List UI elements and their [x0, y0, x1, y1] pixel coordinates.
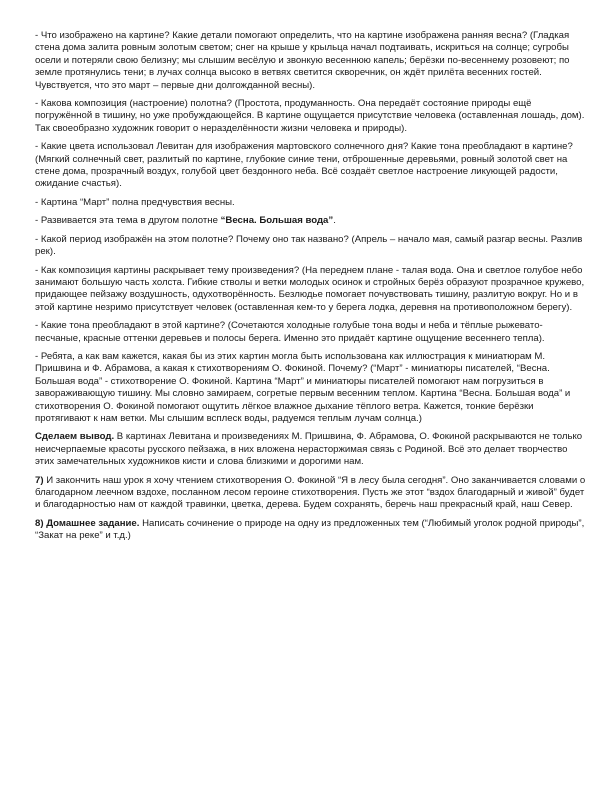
painting-title-bold: “Весна. Большая вода”: [220, 215, 334, 227]
paragraph-tail: .: [333, 215, 336, 227]
paragraph-tones: [35, 320, 588, 345]
paragraph-text: Написать сочинение о природе на одну из предложенных тем (“Любимый уголок родной природы”, “Закат на реке” и т.д.): [35, 517, 585, 542]
paragraph-text: - Картина “Март” полна предчувствия весны.: [35, 196, 235, 208]
paragraph-text: - Развивается эта тема в другом полотне: [35, 215, 221, 227]
paragraph-colors: [35, 141, 588, 191]
paragraph-big-water-theme: [35, 215, 588, 227]
paragraph-text: - Ребята, а как вам кажется, какая бы из этих картин могла быть использована как иллюстрация к миниатюрам М. Пришвина и Ф. Абрамова, а какая к стихотворениям О. Фокиной. Почему? (“Март” - миниатюры писателей, “Весна. Большая вода” - стихотворение О. Фокиной. Картина “Март” и миниатюры писателей помогают нам погрузиться в завораживающую тишину. Мы словно замираем, согретые первым весенним теплом. Картина “Весна. Большая вода” и стихотворения О. Фокиной помогают ощутить лёгкое влажное дыхание тёплого ветра. Кажется, тонкие берёзки протягивают к нам ветки. Мы слышим всплеск воды, радуемся теплым лучам солнца.): [35, 350, 571, 424]
paragraph-poem-reading: [35, 475, 588, 512]
paragraph-text: - Какие тона преобладают в этой картине? (Сочетаются холодные голубые тона воды и неба и тёплые рыжевато-песчаные, красные оттенки деревьев и полосы берега. Именно это придаёт картине ощущение весеннего тепла).: [35, 320, 545, 344]
paragraph-composition: [35, 98, 588, 135]
paragraph-text: - Какие цвета использовал Левитан для изображения мартовского солнечного дня? Какие тона преобладают в картине? (Мягкий солнечный свет, разлитый по картине, глубокие синие тени, отброшенные деревьями, ровный золотой свет на стене дома, прозрачный воздух, голубой цвет бездонного неба. Всё создаёт светлое настроение ликующей радости, ожидание счастья).: [35, 141, 573, 190]
paragraph-text: В картинах Левитана и произведениях М. Пришвина, Ф. Абрамова, О. Фокиной раскрываются не только неисчерпаемые красоты русского пейзажа, в них вложена нерасторжимая связь с Родиной. Всё это делает творчество этих замечательных художников кисти и слова близкими и дорогими нам.: [35, 431, 583, 468]
paragraph-homework: [35, 518, 588, 543]
paragraph-illustration-question: [35, 351, 588, 425]
paragraph-period: [35, 234, 588, 259]
paragraph-text: И закончить наш урок я хочу чтением стихотворения О. Фокиной “Я в лесу была сегодня”. Оно заканчивается словами о благодарном леечном вздохе, посланном лесом героине стихотворения. Пусть же этот “вздох благодарный и живой” будет и благодарностью нам от каждой травинки, цветка, дерева. Будем сохранять, беречь наш прекрасный край, наш Север.: [35, 474, 586, 511]
paragraph-lead-bold: 8) Домашнее задание.: [35, 517, 140, 529]
paragraph-early-spring-details: [35, 30, 588, 92]
paragraph-lead-bold: 7): [35, 474, 44, 486]
paragraph-text: - Как композиция картины раскрывает тему произведения? (На переднем плане - талая вода. Она и светлое голубое небо занимают большую часть холста. Гибкие стволы и ветки молодых осинок и стройных берёз образуют прозрачное кружево, придающее пейзажу воздушность, одухотворённость. Безлюдье помогает почувствовать тишину, разлитую вокруг. Но и в этой картине незримо присутствует человек (оставленная кем-то у берега лодка, деревня на противоположном берегу).: [35, 264, 585, 313]
paragraph-text: - Какой период изображён на этом полотне? Почему оно так названо? (Апрель – начало мая, самый разгар весны. Разлив рек).: [35, 233, 583, 258]
paragraph-lead-bold: Сделаем вывод.: [35, 431, 115, 443]
paragraph-march-anticipation: [35, 197, 588, 209]
paragraph-conclusion: [35, 431, 588, 468]
paragraph-composition-theme: [35, 265, 588, 315]
paragraph-text: - Что изображено на картине? Какие детали помогают определить, что на картине изображена ранняя весна? (Гладкая стена дома залита ровным золотым светом; снег на крыше у крыльца начал подтаивать, искриться на солнце; сугробы осели и потеряли свою белизну; мы слышим весёлую и звонкую весеннюю капель; берёзки по-весеннему розовеют; по земле протянулись тени; в лучах солнца высоко в ветвях светится скворечник, он ждёт прилёта весенних гостей. Чувствуется, что это март – первые дни долгожданной весны).: [35, 30, 570, 91]
paragraph-text: - Какова композиция (настроение) полотна? (Простота, продуманность. Она передаёт состояние природы ещё погружённой в тишину, но уже пробуждающейся. В картине ощущается присутствие человека (оставленная лошадь, дом). Так своеобразно художник говорит о неразделённости жизни человека и природы).: [35, 98, 585, 134]
